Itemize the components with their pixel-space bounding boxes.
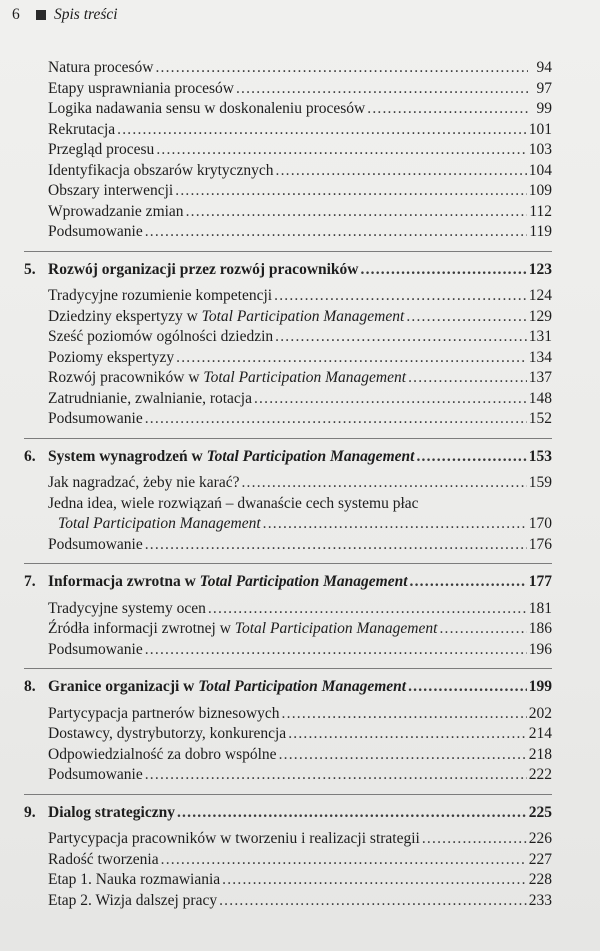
toc-entry-title: Logika nadawania sensu w doskonaleniu procesów	[48, 100, 366, 117]
toc-entry-page: 94	[536, 59, 552, 76]
toc-entry-page: 152	[528, 410, 552, 427]
toc-section	[24, 572, 552, 660]
toc-entry[interactable]	[48, 494, 552, 515]
toc-entry-page: 228	[528, 871, 552, 888]
toc-entry-title-italic: Total Participation Management	[234, 620, 438, 637]
toc-entry-title	[48, 348, 174, 369]
section-number: 8.	[24, 678, 36, 695]
toc-entry-page: 97	[536, 79, 552, 97]
section-divider	[24, 563, 552, 564]
section-number: 6.	[24, 447, 36, 465]
toc-entry[interactable]	[48, 79, 552, 100]
section-title-text: Granice organizacji w	[48, 678, 199, 695]
toc-entry-page: 101	[528, 120, 552, 138]
toc-entry-title-text: Partycypacja partnerów biznesowych	[48, 704, 280, 722]
section-entries	[24, 704, 552, 786]
section-number: 7.	[24, 573, 36, 590]
toc-entry-page: 103	[528, 141, 552, 158]
toc-entry-title-text: Podsumowanie	[48, 535, 143, 553]
toc-entry-page: 218	[528, 745, 552, 763]
toc-entry-title-italic: Total Participation Management	[58, 515, 261, 532]
dot-leader	[254, 389, 527, 410]
toc-entry-title-text: Tradycyjne systemy ocen	[48, 599, 206, 617]
section-title-text: Rozwój organizacji przez rozwój pracowników	[48, 260, 359, 278]
toc-entry-page: 181	[528, 599, 552, 617]
toc-entry-page: 176	[528, 535, 552, 553]
section-title	[48, 677, 406, 698]
toc-entry[interactable]	[48, 704, 552, 725]
dot-leader	[288, 724, 527, 745]
toc-section	[24, 677, 552, 786]
toc-entry-page: 134	[528, 348, 552, 366]
toc-entry-title	[48, 640, 143, 661]
toc-entry-title-text: Jak nagradzać, żeby nie karać?	[48, 474, 240, 491]
toc-section	[24, 803, 552, 912]
toc-entry-title-text: Zatrudnianie, zwalnianie, rotacja	[48, 389, 252, 407]
dot-leader	[408, 677, 527, 698]
toc-entry[interactable]	[48, 829, 552, 850]
toc-entry[interactable]	[48, 161, 552, 182]
section-heading[interactable]	[24, 572, 552, 593]
toc-entry[interactable]	[48, 140, 552, 161]
dot-leader	[186, 202, 528, 223]
dot-leader	[236, 79, 528, 100]
toc-entry[interactable]	[48, 409, 552, 430]
dot-leader	[276, 161, 527, 182]
toc-entry-page: 196	[528, 640, 552, 658]
toc-entry-title-text: Partycypacja pracowników w tworzeniu i realizacji strategii	[48, 830, 420, 847]
toc-entry-title	[48, 619, 437, 640]
toc-entry-page: 131	[528, 328, 552, 345]
toc-entry-page: 186	[528, 620, 552, 637]
toc-entry-title: Identyfikacja obszarów krytycznych	[48, 161, 274, 179]
toc-entry[interactable]	[48, 368, 552, 389]
toc-entry-title	[48, 829, 420, 850]
toc-entry-page: 148	[528, 389, 552, 407]
toc-entry-title-text: Dziedziny ekspertyzy w	[48, 307, 202, 325]
section-title	[48, 260, 359, 281]
toc-entry[interactable]	[48, 640, 552, 661]
toc-entry[interactable]	[48, 222, 552, 243]
toc-entry-title	[48, 724, 286, 745]
dot-leader	[422, 829, 527, 850]
toc-entry[interactable]	[48, 514, 552, 535]
section-title-italic: Total Participation Management	[198, 678, 407, 695]
toc-entry-title-text: Etap 1. Nauka rozmawiania	[48, 871, 221, 888]
toc-entry[interactable]	[48, 870, 552, 891]
toc-entry-title	[48, 327, 273, 348]
dot-leader	[241, 473, 526, 494]
intro-entries	[24, 58, 552, 243]
section-page: 123	[528, 260, 552, 278]
dot-leader	[145, 222, 528, 243]
toc-entry-title: Podsumowanie	[48, 223, 143, 240]
toc-entry-title	[48, 891, 217, 912]
section-heading[interactable]	[24, 447, 552, 468]
toc-entry-title	[48, 745, 277, 766]
toc-entry-title-text: Źródła informacji zwrotnej w	[48, 620, 235, 637]
section-page: 199	[528, 678, 552, 695]
toc-entry-title	[48, 389, 252, 410]
section-entries	[24, 829, 552, 911]
section-heading[interactable]	[24, 260, 552, 281]
section-title-text: Informacja zwrotna w	[48, 573, 200, 590]
section-heading[interactable]	[24, 803, 552, 824]
toc-entry-page: 112	[529, 202, 552, 220]
toc-entry-title: Obszary interwencji	[48, 182, 174, 199]
toc-entry-title-italic: Total Participation Management	[201, 307, 405, 325]
dot-leader	[219, 891, 527, 912]
toc-entry[interactable]	[48, 327, 552, 348]
toc-entry-page: 226	[528, 830, 552, 847]
dot-leader	[208, 599, 527, 620]
section-divider	[24, 668, 552, 669]
section-page: 225	[528, 803, 552, 821]
dot-leader	[410, 572, 527, 593]
toc-entry-page: 129	[528, 307, 552, 325]
section-title-italic: Total Participation Management	[206, 447, 415, 465]
toc-entry-title	[48, 870, 220, 891]
dot-leader	[145, 409, 527, 430]
toc-entry[interactable]	[48, 765, 552, 786]
running-header-title: Spis treści	[54, 6, 118, 23]
section-title-italic: Total Participation Management	[199, 573, 408, 590]
dot-leader	[177, 803, 527, 824]
dot-leader	[222, 870, 527, 891]
page-number: 6	[12, 6, 20, 23]
toc-entry[interactable]	[48, 120, 552, 141]
toc-entry-page: 109	[528, 182, 552, 199]
toc-entry-page: 124	[528, 287, 552, 304]
dot-leader	[439, 619, 526, 640]
toc-entry-title	[48, 535, 143, 556]
toc-entry-page: 202	[528, 704, 552, 722]
section-page: 153	[528, 447, 552, 465]
toc-entry-title	[48, 368, 406, 389]
toc-entry-title-text: Tradycyjne rozumienie kompetencji	[48, 287, 273, 304]
toc-entry-page: 119	[529, 223, 552, 240]
dot-leader	[279, 745, 527, 766]
toc-entry[interactable]	[48, 99, 552, 120]
dot-leader	[263, 514, 527, 535]
toc-entry-title-text: Dostawcy, dystrybutorzy, konkurencja	[48, 725, 287, 742]
toc-entry[interactable]	[48, 850, 552, 871]
toc-entry[interactable]	[48, 535, 552, 556]
toc-entry[interactable]	[48, 202, 552, 223]
toc-entry[interactable]	[48, 891, 552, 912]
toc-entry-title: Etapy usprawniania procesów	[48, 79, 234, 97]
section-number: 9.	[24, 803, 36, 821]
toc-entry-title-text: Jedna idea, wiele rozwiązań – dwanaście cech systemu płac	[48, 494, 419, 512]
toc-entry-page: 170	[528, 515, 552, 532]
dot-leader	[416, 447, 526, 468]
toc-entry-title	[48, 494, 419, 515]
toc-entry-page: 227	[528, 850, 552, 868]
running-header	[12, 3, 118, 27]
toc-entry-title	[48, 704, 280, 725]
dot-leader	[161, 850, 527, 871]
section-number: 5.	[24, 260, 36, 278]
toc-entry-page: 99	[536, 100, 552, 117]
toc-entry[interactable]	[48, 58, 552, 79]
toc-entry-page: 159	[528, 474, 552, 491]
toc-entry-title-text: Etap 2. Wizja dalszej pracy	[48, 891, 218, 909]
dot-leader	[282, 704, 527, 725]
toc-entry[interactable]	[48, 724, 552, 745]
section-entries	[24, 473, 552, 555]
section-title-text: Dialog strategiczny	[48, 803, 175, 821]
dot-leader	[367, 99, 528, 120]
square-bullet-icon	[36, 10, 46, 20]
dot-leader	[156, 140, 526, 161]
toc-entry-title: Wprowadzanie zmian	[48, 202, 184, 220]
section-page: 177	[528, 573, 552, 590]
toc-entry-title	[48, 286, 272, 307]
section-title	[48, 803, 175, 824]
toc-entry-page: 137	[528, 369, 552, 386]
toc-entry[interactable]	[48, 745, 552, 766]
section-heading[interactable]	[24, 677, 552, 698]
section-divider	[24, 794, 552, 795]
toc-entry-title: Rekrutacja	[48, 120, 116, 138]
toc-entry-title	[48, 765, 143, 786]
toc-entry-title-text: Poziomy ekspertyzy	[48, 348, 175, 366]
toc-entry-page: 233	[528, 891, 552, 909]
dot-leader	[274, 286, 527, 307]
section-entries	[24, 599, 552, 661]
toc-section	[24, 260, 552, 430]
section-entries	[24, 286, 552, 430]
toc-entry-title	[48, 409, 143, 430]
dot-leader	[406, 307, 526, 328]
toc-entry[interactable]	[48, 619, 552, 640]
dot-leader	[275, 327, 527, 348]
dot-leader	[117, 120, 527, 141]
toc-entry-title	[48, 473, 239, 494]
dot-leader	[176, 348, 527, 369]
toc-entry-title-text: Radość tworzenia	[48, 850, 159, 868]
section-divider	[24, 251, 552, 252]
toc-entry-title-text: Podsumowanie	[48, 766, 143, 783]
section-title	[48, 447, 414, 468]
toc-entry-title-italic: Total Participation Management	[203, 369, 407, 386]
toc-entry-title-text: Rozwój pracowników w	[48, 369, 204, 386]
toc-entry[interactable]	[48, 473, 552, 494]
dot-leader	[145, 765, 527, 786]
section-title-text: System wynagrodzeń w	[48, 447, 207, 465]
dot-leader	[145, 640, 527, 661]
toc-entry[interactable]	[48, 307, 552, 328]
toc-entry-page: 104	[528, 161, 552, 179]
dot-leader	[175, 181, 527, 202]
dot-leader	[145, 535, 527, 556]
toc-entry-title	[48, 599, 206, 620]
toc-entry-title-text: Podsumowanie	[48, 410, 143, 427]
toc-entry-title-text: Podsumowanie	[48, 640, 143, 658]
toc-entry-title	[48, 307, 404, 328]
dot-leader	[155, 58, 528, 79]
toc-entry-page: 222	[528, 766, 552, 783]
toc-entry-title	[48, 514, 261, 535]
section-title	[48, 572, 408, 593]
toc-entry[interactable]	[48, 389, 552, 410]
dot-leader	[408, 368, 527, 389]
toc-entry[interactable]	[48, 181, 552, 202]
toc-entry[interactable]	[48, 348, 552, 369]
dot-leader	[361, 260, 527, 281]
toc-section	[24, 447, 552, 556]
toc-entry-title-text: Sześć poziomów ogólności dziedzin	[48, 328, 274, 345]
toc-entry-title: Natura procesów	[48, 59, 154, 76]
toc-entry-title-text: Odpowiedzialność za dobro wspólne	[48, 745, 277, 763]
toc-entry[interactable]	[48, 599, 552, 620]
table-of-contents	[24, 58, 552, 911]
toc-entry-title	[48, 850, 159, 871]
toc-entry[interactable]	[48, 286, 552, 307]
toc-entry-page: 214	[528, 725, 552, 742]
toc-entry-title: Przegląd procesu	[48, 141, 155, 158]
section-divider	[24, 438, 552, 439]
